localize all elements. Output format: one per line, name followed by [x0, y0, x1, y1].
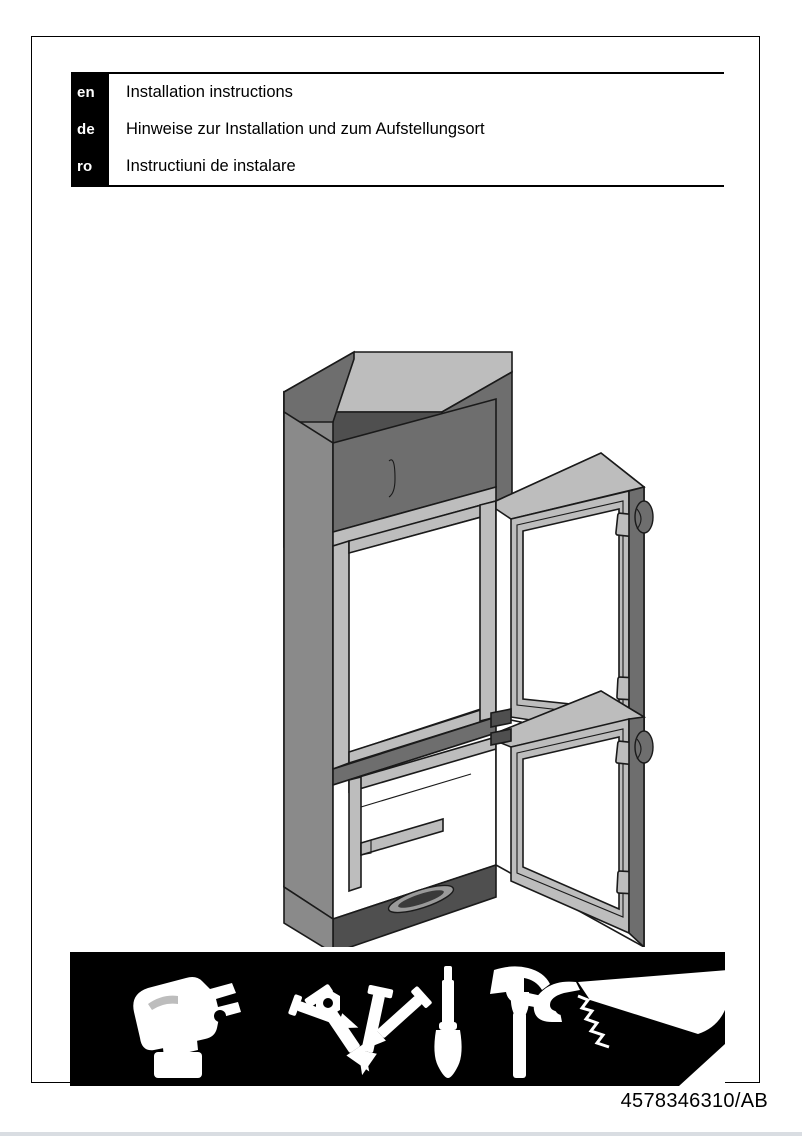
language-text-de: Hinweise zur Installation und zum Aufstellungsort [126, 120, 485, 138]
language-text-en: Installation instructions [126, 83, 293, 101]
language-row [71, 111, 724, 148]
language-tag-ro: ro [71, 148, 109, 185]
language-text-ro: Instructiuni de instalare [126, 157, 296, 175]
document-frame [31, 36, 760, 1083]
language-row [71, 74, 724, 111]
language-tag-en: en [71, 74, 109, 111]
language-header [71, 72, 724, 187]
appliance-illustration [71, 247, 724, 947]
bottom-rule [0, 1132, 802, 1136]
language-tag-de: de [71, 111, 109, 148]
language-row [71, 148, 724, 185]
document-code: 4578346310/AB [620, 1090, 768, 1112]
tool-band [70, 952, 725, 1086]
